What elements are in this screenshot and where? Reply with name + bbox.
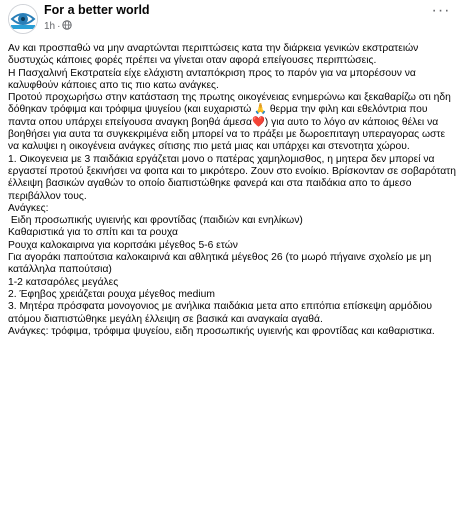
more-options-icon[interactable]: ··· — [431, 2, 451, 19]
post-paragraph: Ανάγκες: τρόφιμα, τρόφιμα ψυγείου, ειδη προσωπικής υγιεινής και φροντίδας και καθαριστικα. — [8, 325, 435, 337]
post-body — [8, 43, 456, 338]
post-timestamp[interactable]: 1h — [44, 21, 56, 32]
meta-separator: · — [57, 21, 61, 32]
post-header — [0, 0, 462, 38]
post-paragraph: Ρουχα καλοκαιρινα για κοριτσάκι μέγεθος 5-6 ετών — [8, 239, 238, 251]
post-paragraph: Ανάγκες: — [8, 202, 49, 214]
post-meta — [44, 20, 72, 33]
page-avatar[interactable] — [8, 4, 38, 34]
post-paragraph: Προτού προχωρήσω στην κατάσταση της πρωτης οικογένειας ενημερώνω και ξεκαθαρίζω οτι ηδη δόθηκαν τρόφιμα και τρόφιμα ψυγείου (και ευχαριστώ 🙏 θερμα την φιλη και εθελόντρια που παντα οπου υπάρχει επείγουσα αναγκη βοηθά άμεσα❤️) για αυτο το λόγο αν κάποιος θέλει να βοηθήσει για αυτα τα συγκεκριμένα ειδη μπορεί να το πράξει με δωροεπιταγη υπεραγορας ωστε να καλυψει η οικογένεια ανάγκες σίτισης πιο μετά μιας και υπάρχει και στενοτητα χώρου. — [8, 92, 451, 153]
post-paragraph: 1-2 κατσαρόλες μεγάλες — [8, 276, 119, 288]
post-paragraph: Ειδη προσωπικής υγιεινής και φροντίδας (παιδιών και ενηλίκων) — [8, 215, 303, 227]
post-paragraph: 1. Οικογενεια με 3 παιδάκια εργάζεται μονο ο πατέρας χαμηλομισθος, η μητερα δεν μπορεί να εργαστεί προτού ξεκινήσει να φοιτα και το μικρότερο. Ζουν στο ενοίκιο. Βρίσκονταν σε σοβαρότατη έλλειψη βασικών αγαθών το οποίο διαπιστώθηκε φανερά και στα παιδάκια απο το άμεσο περιβάλλον τους. — [8, 153, 456, 202]
post-paragraph: Αν και προσπαθώ να μην αναρτώνται περιπτώσεις κατα την διάρκεια γενικών εκστρατειών δυστυχώς κάποιες φορές πρέπει να γίνεται οταν αφορά επείγουσες περιπτώσεις. — [8, 43, 419, 67]
post-paragraph: Για αγοράκι παπούτσια καλοκαιρινά και αθλητικά μέγεθος 26 (το μωρό πήγαινε σχολείο με μη κατάλληλα παπούτσια) — [8, 252, 432, 276]
page-name-link[interactable]: For a better world — [44, 3, 150, 17]
post-paragraph: Καθαριστικά για το σπίτι και τα ρουχα — [8, 227, 178, 239]
globe-icon — [62, 20, 72, 33]
post-paragraph: 3. Μητέρα πρόσφατα μονογονιος με ανήλικα παιδάκια μετα απο επιτόπια επίσκεψη αρμόδιου ατόμου διαπιστώθηκε μεγάλη έλλειψη σε βασικά και αναγκαία αγαθά. — [8, 301, 432, 325]
post-paragraph: 2. Έφηβος χρειάζεται ρουχα μέγεθος medium — [8, 288, 215, 300]
post-paragraph: Η Πασχαλινή Εκστρατεία είχε ελάχιστη ανταπόκριση προς το παρόν για να μπορέσουν να καλυφθούν κάποιες απο τις πιο κατω ανάγκες. — [8, 67, 416, 91]
eye-logo-icon — [9, 5, 37, 33]
